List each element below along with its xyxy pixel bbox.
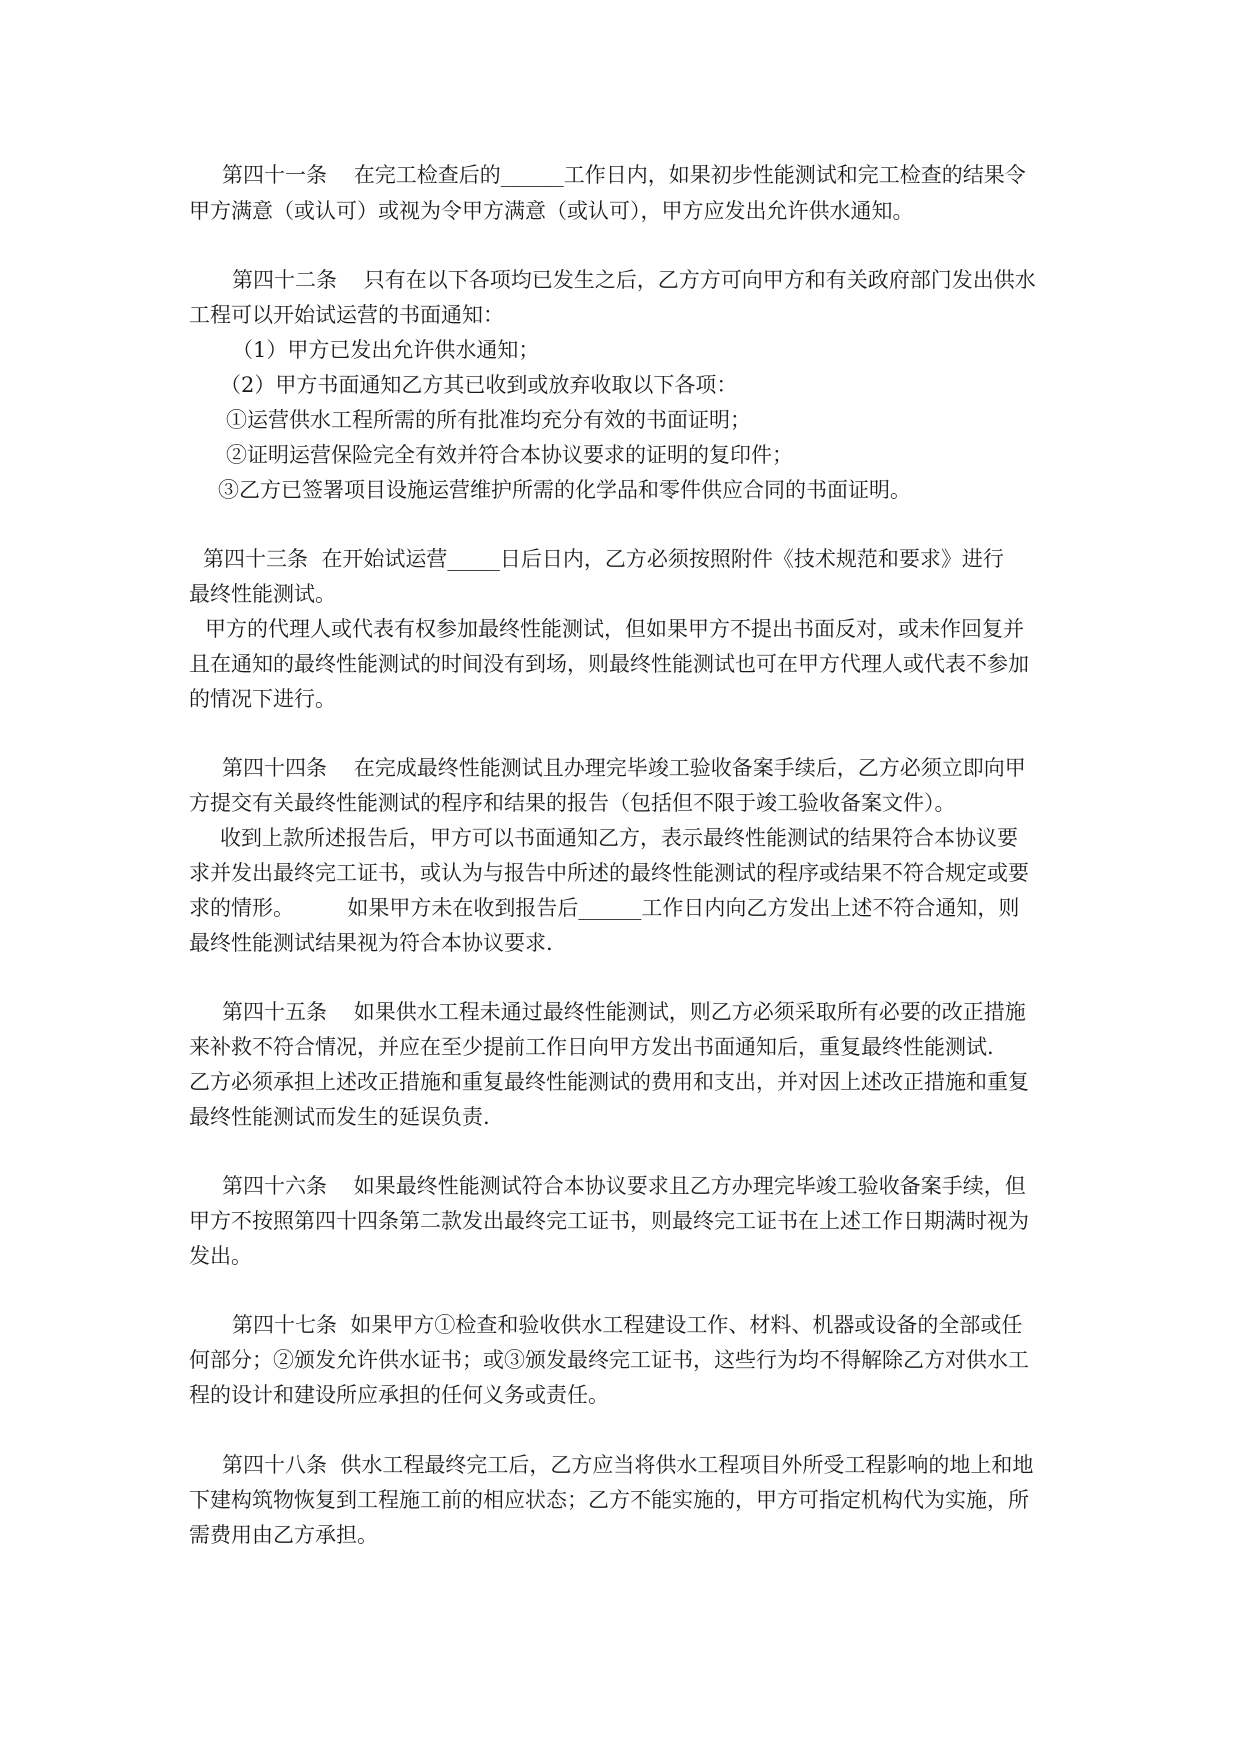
article-48-line-2: 下建构筑物恢复到工程施工前的相应状态；乙方不能实施的，甲方可指定机构代为实施，所 xyxy=(189,1488,1029,1512)
article-42-item-1: （1）甲方已发出允许供水通知； xyxy=(232,338,540,362)
article-48-line-3: 需费用由乙方承担。 xyxy=(189,1523,378,1547)
article-43-line-4: 且在通知的最终性能测试的时间没有到场，则最终性能测试也可在甲方代理人或代表不参加 xyxy=(189,652,1029,676)
article-48-line-1: 第四十八条 供水工程最终完工后，乙方应当将供水工程项目外所受工程影响的地上和地 xyxy=(222,1453,1034,1477)
article-42-sub-3: ③乙方已签署项目设施运营维护所需的化学品和零件供应合同的书面证明。 xyxy=(218,478,911,502)
article-43-line-1: 第四十三条 在开始试运营_____日后日内，乙方必须按照附件《技术规范和要求》进行 xyxy=(203,547,1004,571)
article-45-line-1: 第四十五条 如果供水工程未通过最终性能测试，则乙方必须采取所有必要的改正措施 xyxy=(222,1000,1026,1024)
article-42-sub-2: ②证明运营保险完全有效并符合本协议要求的证明的复印件； xyxy=(226,443,793,467)
article-44-line-1: 第四十四条 在完成最终性能测试且办理完毕竣工验收备案手续后，乙方必须立即向甲 xyxy=(222,756,1026,780)
article-44-line-2: 方提交有关最终性能测试的程序和结果的报告（包括但不限于竣工验收备案文件）。 xyxy=(189,791,956,815)
article-47-line-1: 第四十七条 如果甲方①检查和验收供水工程建设工作、材料、机器或设备的全部或任 xyxy=(232,1313,1023,1337)
article-43-line-3: 甲方的代理人或代表有权参加最终性能测试，但如果甲方不提出书面反对，或未作回复并 xyxy=(205,617,1024,641)
article-47-line-3: 程的设计和建设所应承担的任何义务或责任。 xyxy=(189,1383,609,1407)
article-44-line-6: 最终性能测试结果视为符合本协议要求. xyxy=(189,931,553,955)
article-43-line-2: 最终性能测试。 xyxy=(189,582,336,606)
article-44-line-4: 求并发出最终完工证书，或认为与报告中所述的最终性能测试的程序或结果不符合规定或要 xyxy=(189,861,1029,885)
article-46-line-3: 发出。 xyxy=(189,1244,252,1268)
article-44-line-3: 收到上款所述报告后，甲方可以书面通知乙方，表示最终性能测试的结果符合本协议要 xyxy=(220,826,1018,850)
article-42-sub-1: ①运营供水工程所需的所有批准均充分有效的书面证明； xyxy=(226,408,751,432)
article-45-line-4: 最终性能测试而发生的延误负责. xyxy=(189,1105,490,1129)
article-44-line-5: 求的情形。 如果甲方未在收到报告后______工作日内向乙方发出上述不符合通知，则 xyxy=(189,896,1020,920)
article-41-line-2: 甲方满意（或认可）或视为令甲方满意（或认可），甲方应发出允许供水通知。 xyxy=(189,199,914,223)
article-46-line-1: 第四十六条 如果最终性能测试符合本协议要求且乙方办理完毕竣工验收备案手续，但 xyxy=(222,1174,1026,1198)
article-41-line-1: 第四十一条 在完工检查后的______工作日内，如果初步性能测试和完工检查的结果令 xyxy=(222,163,1026,187)
article-42-item-2: （2）甲方书面通知乙方其已收到或放弃收取以下各项： xyxy=(220,373,738,397)
article-45-line-2: 来补救不符合情况，并应在至少提前工作日向甲方发出书面通知后，重复最终性能测试. xyxy=(189,1035,994,1059)
article-43-line-5: 的情况下进行。 xyxy=(189,687,336,711)
article-47-line-2: 何部分；②颁发允许供水证书；或③颁发最终完工证书，这些行为均不得解除乙方对供水工 xyxy=(189,1348,1029,1372)
article-45-line-3: 乙方必须承担上述改正措施和重复最终性能测试的费用和支出，并对因上述改正措施和重复 xyxy=(189,1070,1029,1094)
article-42-line-1: 第四十二条 只有在以下各项均已发生之后，乙方方可向甲方和有关政府部门发出供水 xyxy=(232,268,1036,292)
article-42-line-2: 工程可以开始试运营的书面通知： xyxy=(189,303,504,327)
article-46-line-2: 甲方不按照第四十四条第二款发出最终完工证书，则最终完工证书在上述工作日期满时视为 xyxy=(189,1209,1029,1233)
